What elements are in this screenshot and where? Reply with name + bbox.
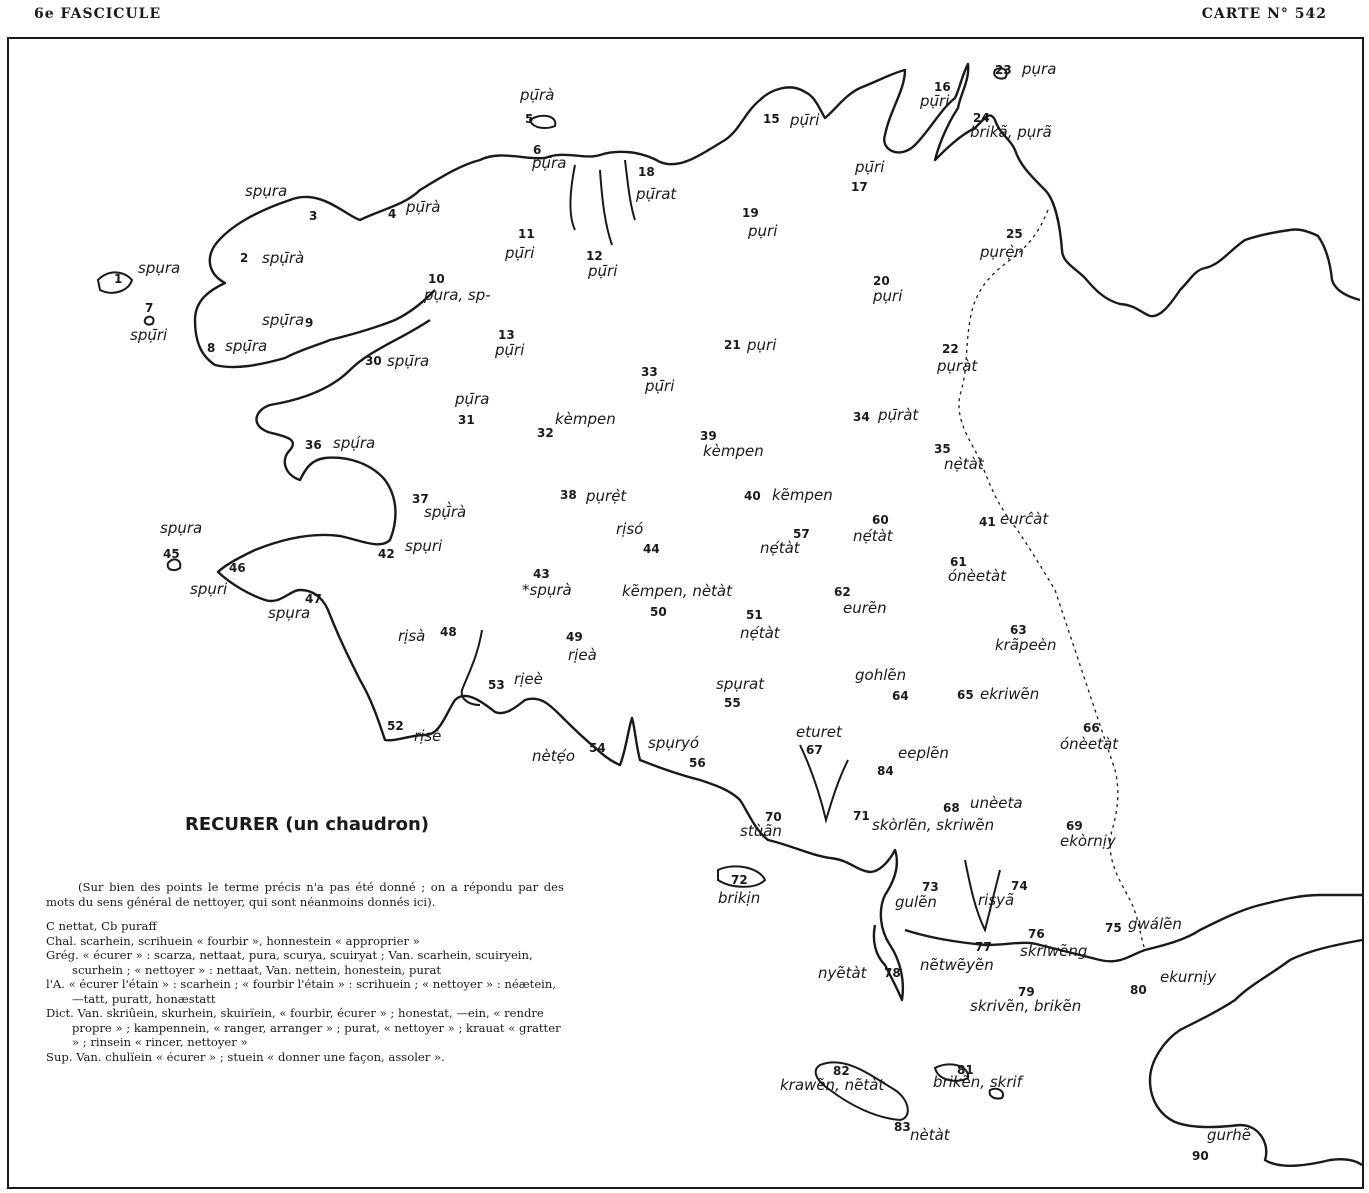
point-number: 53: [488, 678, 505, 692]
point-word: spụra: [138, 259, 181, 277]
point-word: gwálẽn: [1128, 915, 1182, 933]
source-line: Grég. « écurer » : scarza, nettaat, pura, scurya, scuiryat ; Van. scarhein, scuiryein, scurhein ; « nettoyer » : nettaat, Van. nettein, honestein, purat: [46, 948, 533, 977]
point-word: rịeè: [514, 670, 543, 688]
point-word: brikẽn, skrif: [933, 1073, 1022, 1091]
point-number: 64: [892, 689, 909, 703]
ria-south-1: [462, 630, 482, 705]
ria-north-1: [570, 165, 575, 230]
point-word: krãpeèn: [995, 636, 1057, 654]
point-word: kẽmpen, nètàt: [622, 582, 733, 600]
point-word: pụri: [873, 287, 903, 305]
point-word: pụ̄ri: [790, 111, 820, 129]
point-number: 4: [388, 207, 397, 221]
point-number: 44: [643, 542, 660, 556]
point-word: pụrẹ̀t: [586, 487, 627, 505]
point-word: spụ̄̀rà: [424, 503, 467, 521]
point-number: 32: [537, 426, 554, 440]
point-word: pụrẹ̀n: [980, 243, 1024, 261]
point-number: 24: [973, 111, 990, 125]
point-number: 79: [1018, 985, 1035, 999]
fascicule-label: 6e FASCICULE: [34, 6, 162, 22]
point-word: spụrat: [716, 675, 765, 693]
point-number: 20: [873, 274, 890, 288]
point-word: ekurnịy: [1160, 968, 1217, 986]
source-line: l'A. « écurer l'étain » : scarhein ; « fourbir l'étain » : scrihuein ; « nettoyer » : néætein, —tatt, puratt, honæstatt: [46, 977, 557, 1006]
notes-intro: (Sur bien des points le terme précis n'a pas été donné ; on a répondu par des mots du sens général de nettoyer, qui sont néanmoins donnés ici).: [46, 880, 564, 909]
point-word: pụ̄ràt: [878, 406, 919, 424]
map-title: RECURER (un chaudron): [185, 814, 430, 835]
point-number: 90: [1192, 1149, 1209, 1163]
map-notes: [46, 880, 564, 1064]
point-word: *spụrà: [522, 581, 572, 599]
point-word: pụ̄ri: [645, 377, 675, 395]
point-number: 55: [724, 696, 741, 710]
point-word: rịeà: [568, 646, 597, 664]
point-number: 2: [240, 251, 249, 265]
point-number: 66: [1083, 721, 1100, 735]
point-word: rịsó: [616, 520, 644, 538]
point-number: 42: [378, 547, 395, 561]
point-word: spụ̄ra: [225, 337, 268, 355]
point-word: pụ̄ra: [455, 390, 490, 408]
point-number: 62: [834, 585, 851, 599]
point-word: rịsè: [414, 727, 442, 745]
point-number: 60: [872, 513, 889, 527]
point-word: spụ́ra: [333, 434, 376, 452]
point-word: rịsà: [398, 627, 426, 645]
point-word: skriwẽng: [1020, 942, 1088, 960]
point-number: 57: [793, 527, 810, 541]
point-word: skòrlẽn, skriwẽn: [872, 816, 995, 834]
point-number: 21: [724, 338, 741, 352]
point-word: pụ̄ri: [495, 341, 525, 359]
point-word: nẽtwẽyẽn: [920, 956, 994, 974]
point-word: spụ̄ra: [262, 311, 305, 329]
point-word: eurĉàt: [1000, 510, 1049, 528]
point-number: 63: [1010, 623, 1027, 637]
point-number: 65: [957, 688, 974, 702]
point-number: 51: [746, 608, 763, 622]
point-word: spụri: [405, 537, 443, 555]
point-word: pụràt: [937, 357, 978, 375]
point-number: 12: [586, 249, 603, 263]
point-word: brikịn: [718, 889, 761, 907]
point-word: pụ̄rà: [406, 198, 441, 216]
point-number: 56: [689, 756, 706, 770]
point-number: 48: [440, 625, 457, 639]
point-word: gohlẽn: [855, 666, 907, 684]
point-word: nètẹ́o: [532, 747, 576, 765]
point-number: 38: [560, 488, 577, 502]
source-line: Dict. Van. skriûein, skurhein, skuirïein, « fourbir, écurer » ; honestat, —ein, « rendre propre » ; kampennein, « ranger, arranger » ; purat, « nettoyer » ; krauat « gratter » ; rinsein « rincer, nettoyer »: [46, 1006, 561, 1049]
point-number: 74: [1011, 879, 1028, 893]
point-word: pụ̄rat: [636, 185, 677, 203]
point-number: 68: [943, 801, 960, 815]
point-word: eeplẽn: [898, 744, 949, 762]
point-number: 47: [305, 592, 322, 606]
point-word: kèmpen: [703, 442, 764, 460]
point-number: 30: [365, 354, 382, 368]
island-molene: [145, 317, 154, 325]
point-number: 46: [229, 561, 246, 575]
point-number: 9: [305, 316, 314, 330]
point-word: spụ̄rà: [262, 249, 305, 267]
point-number: 7: [145, 301, 154, 315]
point-word: nètàt: [910, 1126, 950, 1144]
point-number: 49: [566, 630, 583, 644]
source-line: Chal. scarhein, scrihuein « fourbir », honnestein « approprier »: [46, 933, 420, 948]
point-number: 31: [458, 413, 475, 427]
point-word: brikã, pụrã: [970, 123, 1052, 141]
point-number: 78: [884, 966, 901, 980]
point-number: 75: [1105, 921, 1122, 935]
carte-number: CARTE N° 542: [1201, 6, 1327, 22]
point-word: eturet: [796, 723, 842, 741]
point-word: unèeta: [970, 794, 1023, 812]
point-word: gulẽn: [895, 893, 937, 911]
point-word: ónèetàt: [1060, 735, 1119, 753]
point-word: spụ̄ra: [387, 352, 430, 370]
point-word: kèmpen: [555, 410, 616, 428]
point-number: 25: [1006, 227, 1023, 241]
point-number: 3: [309, 209, 318, 223]
point-word: spụryó: [648, 734, 700, 752]
point-word: spụra: [160, 519, 203, 537]
point-word: pụ̄ri: [505, 244, 535, 262]
point-word: spụra: [245, 182, 288, 200]
point-word: pụ̄ri: [588, 262, 618, 280]
point-number: 39: [700, 429, 717, 443]
point-number: 76: [1028, 927, 1045, 941]
point-word: kẽmpen: [772, 486, 833, 504]
point-number: 17: [851, 180, 868, 194]
point-number: 40: [744, 489, 761, 503]
point-word: pụra, sp-: [424, 286, 491, 304]
point-word: spụ̄ri: [130, 326, 168, 344]
point-number: 15: [763, 112, 780, 126]
point-number: 50: [650, 605, 667, 619]
point-word: pụri: [747, 336, 777, 354]
point-word: nẹ́tàt: [853, 527, 893, 545]
point-number: 19: [742, 206, 759, 220]
point-number: 1: [114, 272, 123, 286]
point-word: ónèetàt: [948, 567, 1007, 585]
point-word: pụri: [748, 222, 778, 240]
point-word: pụ̄rà: [520, 86, 555, 104]
point-word: nẹ́tàt: [760, 539, 800, 557]
point-number: 35: [934, 442, 951, 456]
point-number: 41: [979, 515, 996, 529]
point-number: 43: [533, 567, 550, 581]
point-word: ekriwẽn: [980, 685, 1040, 703]
point-number: 8: [207, 341, 216, 355]
point-word: nẹ̀tàt: [944, 455, 984, 473]
point-word: krawẽn, nẽtàt: [780, 1076, 885, 1094]
point-number: 72: [731, 873, 748, 887]
point-number: 33: [641, 365, 658, 379]
point-word: pụ̄ri: [855, 158, 885, 176]
ria-north-3: [625, 160, 635, 220]
point-number: 83: [894, 1120, 911, 1134]
point-number: 84: [877, 764, 894, 778]
point-number: 69: [1066, 819, 1083, 833]
point-word: spụri: [190, 580, 228, 598]
point-word: stùãn: [740, 822, 782, 840]
point-number: 18: [638, 165, 655, 179]
point-word: spụra: [268, 604, 311, 622]
point-number: 36: [305, 438, 322, 452]
point-word: nyẽtàt: [818, 964, 867, 982]
point-number: 67: [806, 743, 823, 757]
point-number: 16: [934, 80, 951, 94]
point-number: 11: [518, 227, 535, 241]
point-number: 77: [975, 940, 992, 954]
point-number: 80: [1130, 983, 1147, 997]
point-number: 45: [163, 547, 180, 561]
point-word: pụ̄ri: [920, 92, 950, 110]
point-number: 10: [428, 272, 445, 286]
point-number: 34: [853, 410, 870, 424]
point-number: 73: [922, 880, 939, 894]
point-number: 71: [853, 809, 870, 823]
point-number: 37: [412, 492, 429, 506]
ria-north-2: [600, 170, 612, 245]
point-number: 6: [533, 143, 542, 157]
point-number: 5: [525, 112, 534, 126]
point-word: skrivẽn, brikẽn: [970, 997, 1082, 1015]
point-number: 22: [942, 342, 959, 356]
point-number: 70: [765, 810, 782, 824]
point-number: 23: [995, 63, 1012, 77]
point-number: 81: [957, 1063, 974, 1077]
point-number: 13: [498, 328, 515, 342]
source-line: Sup. Van. chulïein « écurer » ; stuein « donner une façon, assoler ».: [46, 1049, 445, 1064]
coastline: [215, 64, 1360, 316]
island-batz: [530, 116, 555, 128]
point-word: risyã: [978, 891, 1015, 909]
point-number: 52: [387, 719, 404, 733]
point-word: eurẽn: [843, 599, 887, 617]
point-word: gurhẽ: [1207, 1126, 1251, 1144]
point-word: pụ̄ra: [532, 154, 567, 172]
point-word: nẹ́tàt: [740, 624, 780, 642]
point-word: pụra: [1022, 60, 1057, 78]
point-number: 82: [833, 1064, 850, 1078]
point-number: 54: [589, 741, 606, 755]
point-number: 61: [950, 555, 967, 569]
point-word: ekòrnịy: [1060, 832, 1116, 850]
source-line: C nettat, Cb puraff: [46, 919, 157, 933]
